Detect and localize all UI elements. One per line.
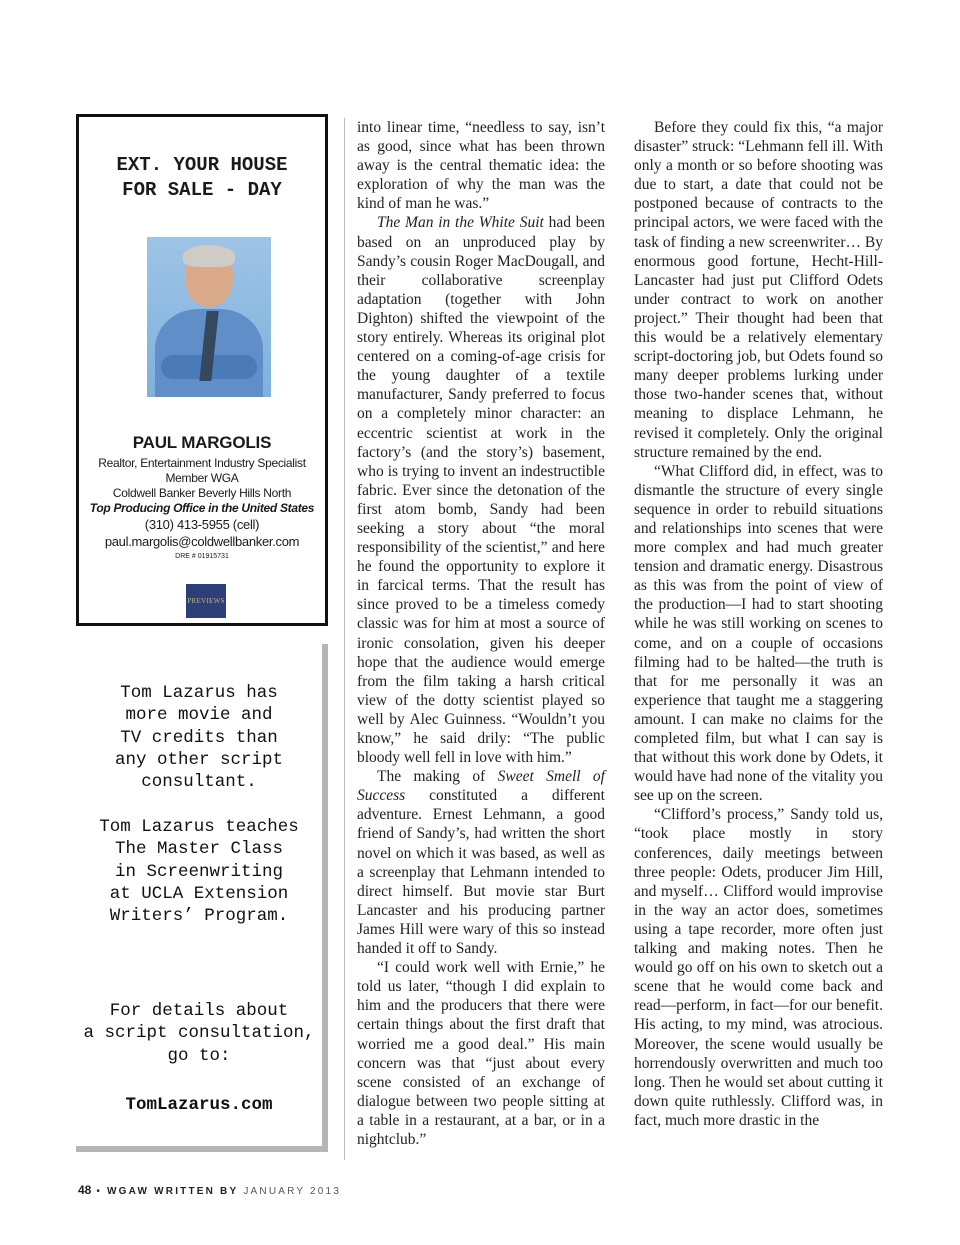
paragraph: Before they could fix this, “a major disaster” struck: “Lehmann fell ill. With only a month or so before shooting was due to start, a date that could not be postponed because of contracts to the principal actors, we were faced with the task of finding a new screenwriter… By enormous good fortune, Hecht-Hill-Lancaster had just put Clifford Odets under contract to work on another project.” Their thought had been that this would be a relatively elementary script-doctoring job, but Odets found so many deeper problems lurking under those two-hander scenes that, without meaning to displace Lehmann, he revised it completely. Only the original structure remained by the end. [634, 119, 883, 461]
agent-license: DRE # 01915731 [175, 553, 229, 560]
film-title: Sweet Smell of Success [357, 768, 605, 805]
ad-url-link[interactable]: TomLazarus.com [125, 1095, 273, 1115]
agent-email[interactable]: paul.margolis@coldwellbanker.com [104, 534, 300, 549]
ad-credits-text: Tom Lazarus has more movie and TV credits than any other script consultant. [114, 683, 284, 793]
ad-headline: EXT. YOUR HOUSE FOR SALE - DAY [116, 154, 288, 201]
ad-teaching-text: Tom Lazarus teaches The Master Class in Screenwriting at UCLA Extension Writers’ Program. [99, 817, 299, 927]
realtor-ad [76, 114, 328, 626]
column-divider [344, 118, 345, 1160]
script-consultant-ad [76, 644, 328, 1152]
article-column-2 [634, 118, 883, 1130]
paragraph: “I could work well with Ernie,” he told us later, “though I did explain to him and the producers that there were certain things about the first draft that worried me a good deal.” His main concern was that “just about every scene consisted of an exchange of dialogue between two people sitting at a table in a restaurant, at a bar, or in a nightclub.” [357, 959, 605, 1148]
paragraph: The making of Sweet Smell of Success constituted a different adventure. Ernest Lehmann, a good friend of Sandy’s, had written the short novel on which it was based, as well as a screenplay that Lehmann intended to direct himself. But movie star Burt Lancaster and his producing partner James Hill were wary of this so instead handed it off to Sandy. [357, 768, 605, 958]
paragraph: into linear time, “needless to say, isn’t as good, since what has been thrown away is the central thematic idea: the exploration of why the man was the kind of man he was.” [357, 119, 605, 213]
agent-phone[interactable]: (310) 413-5955 (cell) [144, 517, 260, 532]
footer-bullet: • [96, 1186, 103, 1197]
page-number: 48 [78, 1183, 92, 1197]
agent-membership: Member WGA [165, 471, 239, 485]
issue-date: JANUARY 2013 [243, 1186, 342, 1197]
paragraph: The Man in the White Suit had been based on an unproduced play by Sandy’s cousin Roger MacDougall, and their collaborative screenplay adaptation (together with John Dighton) shifted the viewpoint of the story entirely. Whereas its original plot centered on a coming-of-age crisis for the young daughter of a textile manufacturer, Sandy preferred to focus on a completely minor character: an eccentric scientist at work in the factory’s (and the story’s) basement, who is trying to invent an indestructible fabric. Ever since the detonation of the first atom bomb, Sandy had been seeking a story about “the moral responsibility of the scientist,” and here he found the opportunity to explore it in farcical terms. That the result has since proved to be a timeless comedy classic was for him at most a source of ironic consolation, given his deeper hope that the audience would emerge from the film taking a harsh critical view of the dotty scientist played so well by Alec Guinness. “Wouldn’t you know,” he said drily: “The public bloody well fell in love with him.” [357, 214, 606, 767]
publication-name: WGAW WRITTEN BY [107, 1186, 239, 1197]
article-column-1 [357, 118, 605, 1149]
film-title: The Man in the White Suit [377, 214, 544, 232]
page-footer [78, 1183, 341, 1197]
agent-office: Coldwell Banker Beverly Hills North [112, 486, 292, 500]
ad-details-text: For details about a script consultation, go to: [83, 1001, 315, 1066]
previews-logo: PREVIEWS [186, 584, 226, 618]
paragraph: “Clifford’s process,” Sandy told us, “took place mostly in story conferences, daily meetings between three people: Odets, producer Jim Hill, and myself… Clifford would improvise in the way an actor does, sometimes using a tape recorder, more often just talking and making notes. Then he would go off on his own to sketch out a scene that he would come back and read—perform, in fact—for our benefit. His acting, to my mind, was atrocious. Moreover, the scene would usually be horrendously overwritten and much too long. Then he would set about cutting it down quite ruthlessly. Clifford was, in fact, much more drastic in the [634, 806, 883, 1129]
agent-name: PAUL MARGOLIS [132, 433, 272, 452]
agent-tagline: Top Producing Office in the United States [89, 501, 315, 515]
agent-info [79, 433, 325, 560]
agent-title: Realtor, Entertainment Industry Specialist [98, 456, 306, 470]
agent-photo [147, 237, 271, 397]
paragraph: “What Clifford did, in effect, was to dismantle the structure of every single sequence in order to rebuild situations and relationships into scenes that were more complex and had much greater tension and dramatic energy. Disastrous as this was from the point of view of the production—I had to start shooting while he was still working on scenes to come, and on a couple of occasions filming had to be halted—the truth is that for me personally it was an experience that taught me a staggering amount. I can make no claims for the completed film, but what I can say is that without this work done by Odets, it would have had none of the vitality you see up on the screen. [634, 462, 883, 805]
